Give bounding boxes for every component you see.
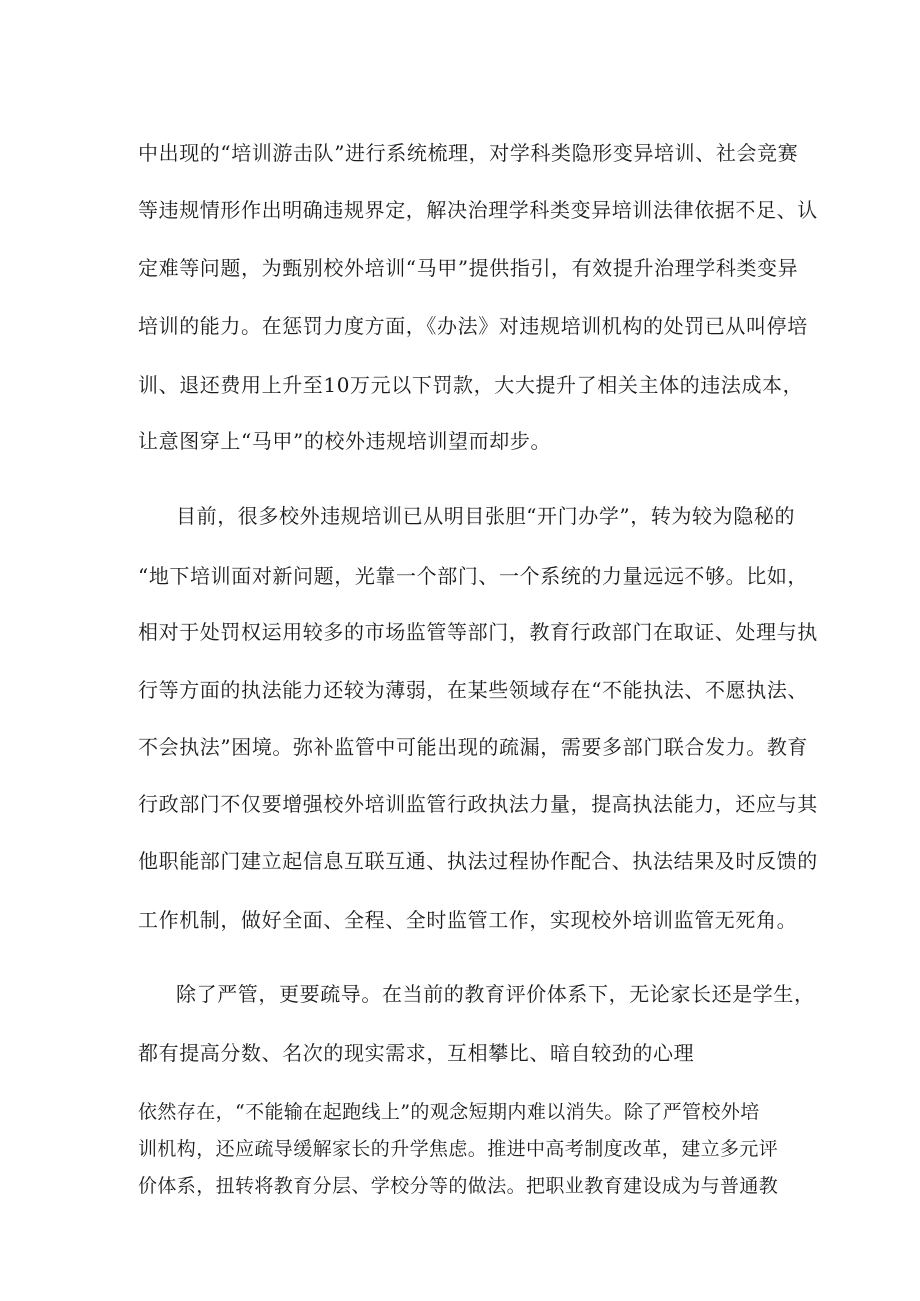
paragraph-1-line-1: 中出现的“培训游击队”进行系统梳理，对学科类隐形变异培训、社会竞赛 (138, 141, 799, 165)
paragraph-3-line-1: 除了严管，更要疏导。在当前的教育评价体系下，无论家长还是学生， (176, 982, 815, 1006)
paragraph-4-line-1: 依然存在，“不能输在起跑线上”的观念短期内难以消失。除了严管校外培 (138, 1101, 760, 1123)
paragraph-1-line-5: 训、退还费用上升至10万元以下罚款，大大提升了相关主体的违法成本， (138, 373, 804, 397)
paragraph-2-line-5: 不会执法”困境。弥补监管中可能出现的疏漏，需要多部门联合发力。教育 (138, 735, 809, 759)
paragraph-4-line-3: 价体系，扭转将教育分层、学校分等的做法。把职业教育建设成为与普通教 (138, 1175, 779, 1197)
paragraph-2-line-2: “地下培训面对新问题，光靠一个部门、一个系统的力量远远不够。比如， (138, 564, 809, 588)
paragraph-2-line-8: 工作机制，做好全面、全程、全时监管工作，实现校外培训监管无死角。 (138, 908, 798, 932)
paragraph-1-line-2: 等违规情形作出明确违规界定，解决治理学科类变异培训法律依据不足、认 (138, 198, 818, 222)
paragraph-1-line-4: 培训的能力。在惩罚力度方面，《办法》对违规培训机构的处罚已从叫停培 (138, 314, 808, 338)
paragraph-1-line-6: 让意图穿上“马甲”的校外违规培训望而却步。 (138, 429, 552, 453)
paragraph-2-line-7: 他职能部门建立起信息互联互通、执法过程协作配合、执法结果及时反馈的 (138, 849, 818, 873)
paragraph-4-line-2: 训机构，还应疏导缓解家长的升学焦虑。推进中高考制度改革，建立多元评 (138, 1138, 779, 1160)
paragraph-2-line-4: 行等方面的执法能力还较为薄弱，在某些领域存在“不能执法、不愿执法、 (138, 678, 809, 702)
paragraph-2-line-3: 相对于处罚权运用较多的市场监管等部门，教育行政部门在取证、处理与执 (138, 620, 818, 644)
paragraph-3-line-2: 都有提高分数、名次的现实需求，互相攀比、暗自较劲的心理 (138, 1041, 695, 1065)
paragraph-2-line-1: 目前，很多校外违规培训已从明目张胆“开门办学”，转为较为隐秘的 (176, 504, 796, 528)
paragraph-2-line-6: 行政部门不仅要增强校外培训监管行政执法力量，提高执法能力，还应与其 (138, 792, 818, 816)
paragraph-1-line-3: 定难等问题，为甄别校外培训“马甲”提供指引，有效提升治理学科类变异 (138, 256, 799, 280)
